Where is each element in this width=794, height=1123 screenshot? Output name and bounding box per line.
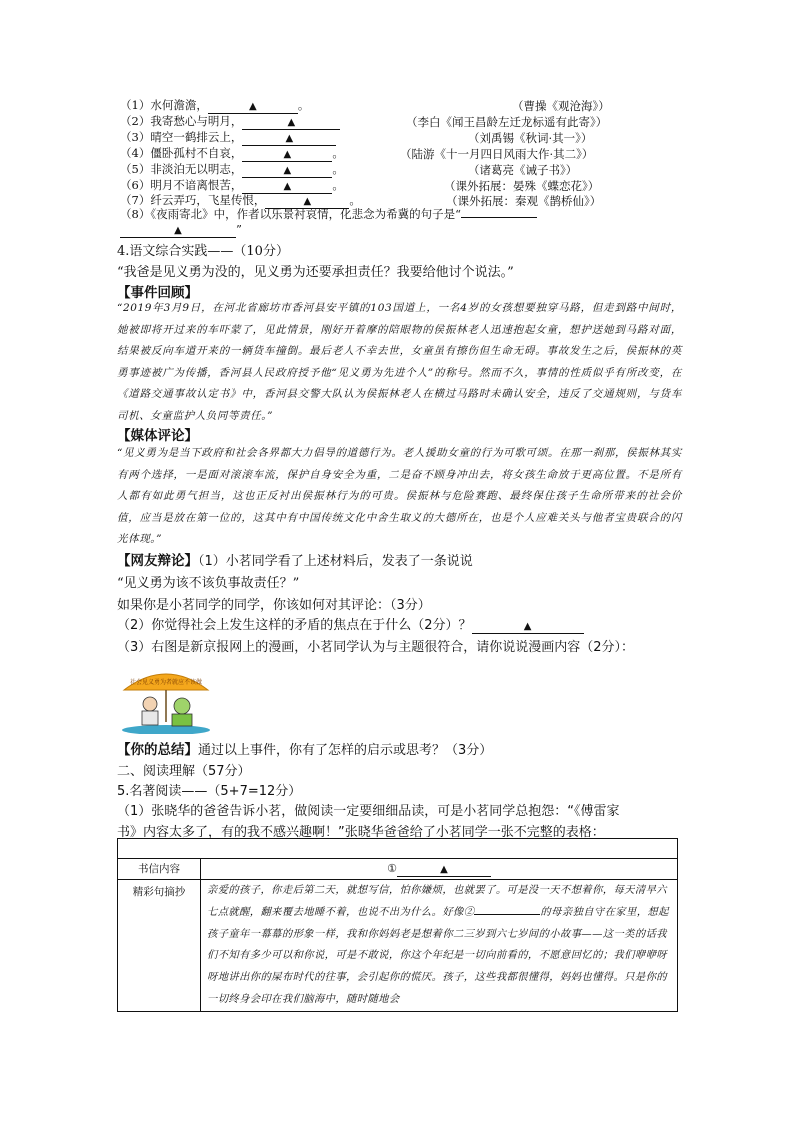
answer-blank[interactable]: ▲ <box>265 196 349 209</box>
person-icon <box>143 697 157 711</box>
person-icon <box>174 698 190 714</box>
row-label: 精彩句摘抄 <box>118 880 201 1012</box>
forum-q3: （3）右图是新京报网上的漫画，小茗同学认为与主题很符合，请你说说漫画内容（2分）： <box>117 640 635 655</box>
media-text: “见义勇为是当下政府和社会各界都大力倡导的道德行为。老人援助女童的行为可歌可颂。在那一刹那，侯振林其实有两个选择，一是面对滚滚车流，保护自身安全为重，二是奋不顾身冲出去，将女孩生命放于更高位置。不是所有人都有如此勇气担当，这也正反衬出侯振林行为的可贵。侯振林与危险赛跑、最终保住孩子生命所带来的社会价值，应当是放在第一位的，这其中有中国传统文化中舍生取义的大德所在，也是个人应难关头与他者宝贵联合的闪光体现。” <box>117 447 682 545</box>
poem-source: （李白《闻王昌龄左迁龙标遥有此寄》） <box>406 115 608 129</box>
excerpt-cell: 亲爱的孩子，你走后第二天，就想写信，怕你嫌烦，也就罢了。可是没一天不想着你，每天清早六七点就醒，翻来覆去地睡不着，也说不出为什么。好像② 的母亲独自守在家里，想起孩子童年一幕幕的形象一样，我和你妈妈老是想着你二三岁到六七岁间的小故事——这一类的话我们不知有多少可以和你说，可是不敢说，你这个年纪是一切向前看的，不愿意回忆的；我们咿咿呀呀地讲出你的屎布时代的往事，会引起你的慌厌。孩子，这些我都很懂得，妈妈也懂得。只是你的一切终身会印在我们脑海中，随时随地会 <box>201 880 678 1012</box>
cartoon-caption: 社会见义勇为者就应不该做 <box>129 679 203 686</box>
answer-blank[interactable]: ▲ <box>208 101 298 114</box>
poem-8-line-cont: ▲ ” <box>120 222 242 238</box>
q5-line1: （1）张晓华的爸爸告诉小茗，做阅读一定要细细品读，可是小茗同学总抱怨：“《傅雷家 <box>117 804 620 819</box>
poem-line: （3）晴空一鹤排云上， ▲ <box>120 130 336 146</box>
table-row <box>118 880 678 1012</box>
q4-quote: “我爸是见义勇为没的，见义勇为还要承担责任？我要给他讨个说法。” <box>117 265 514 280</box>
poem-line: （6）明月不谙离恨苦， ▲ 。 <box>120 178 344 192</box>
event-text: “2019年3月9日，在河北省廊坊市香河县安平镇的103国道上，一名4岁的女孩想要独穿马路，但走到路中间时，她被即将开过来的车吓蒙了，见此情景，刚好开着摩的陪眼物的侯振林老人迅速抱起女童，想护送她到马路对面，结果被反向车道开来的一辆货车撞倒。最后老人不幸去世，女童虽有擦伤但生命无碍。事故发生之后，侯振林的英勇事迹被广为传播，香河县人民政府授予他“见义勇为先进个人”的称号。然而不久，事情的性质似乎有所改变，在《道路交通事故认定书》中，香河县交警大队认为侯振林老人在横过马路时未确认安全，违反了交通规则，与货车司机、女童监护人负同等责任。” <box>117 302 682 422</box>
poem-source: （陆游《十一月四日风雨大作·其二》） <box>400 147 594 161</box>
table-row <box>118 839 678 859</box>
table-row <box>118 859 678 880</box>
poem-source: （曹操《观沧海》） <box>512 99 610 113</box>
event-header: 【事件回顾】 <box>117 285 198 301</box>
forum-line: 【网友辩论】（1）小茗同学看了上述材料后，发表了一条说说 <box>117 553 473 569</box>
q5-line2: 书》内容太多了，有的我不感兴趣啊！”张晓华爸爸给了小茗同学一张不完整的表格： <box>117 825 605 840</box>
answer-blank[interactable]: ▲ <box>242 133 336 146</box>
answer-blank[interactable] <box>461 217 537 218</box>
section2-title: 二、阅读理解（57分） <box>117 764 251 779</box>
answer-blank[interactable]: ▲ <box>397 864 491 877</box>
forum-q2: （2）你觉得社会上发生这样的矛盾的焦点在于什么（2分）？ ▲ <box>117 614 584 634</box>
poem-8-line: （8）《夜雨寄北》中，作者以乐景衬哀情，化悲念为希冀的句子是“ <box>120 207 537 222</box>
poem-source: （课外拓展：秦观《鹊桥仙》） <box>446 194 602 208</box>
poem-line: （5）非淡泊无以明志， ▲ 。 <box>120 162 344 176</box>
media-header: 【媒体评论】 <box>117 428 198 444</box>
q5-title: 5.名著阅读——（5+7=12分） <box>117 784 302 799</box>
answer-blank[interactable]: ▲ <box>242 165 332 178</box>
row1-answer-cell[interactable]: ① ▲ <box>201 859 678 880</box>
poem-source: （诸葛亮《诫子书》） <box>468 163 578 177</box>
poem-line: （4）僵卧孤村不自哀， ▲ 。 <box>120 146 344 160</box>
answer-blank[interactable]: ▲ <box>242 181 332 194</box>
letters-table <box>117 838 678 1012</box>
row-label: 书信内容 <box>118 859 201 880</box>
forum-q1b: 如果你是小茗同学的同学，你该如何对其评论：（3分） <box>117 598 431 613</box>
answer-blank[interactable]: ▲ <box>472 621 584 634</box>
cartoon-image <box>120 664 212 734</box>
summary-line: 【你的总结】通过以上事件，你有了怎样的启示或思考？（3分） <box>117 742 493 758</box>
answer-blank[interactable]: ▲ <box>242 117 340 130</box>
answer-blank[interactable] <box>474 914 540 915</box>
poem-line: （1）水何澹澹， ▲ 。 <box>120 98 310 112</box>
poem-source: （刘禹锡《秋词·其一》） <box>468 131 593 145</box>
poem-line: （2）我寄愁心与明月， ▲ <box>120 114 340 130</box>
poem-line: （7）纤云弄巧，飞星传恨， ▲ 。 <box>120 193 361 207</box>
answer-blank[interactable]: ▲ <box>242 149 332 162</box>
q4-title: 4.语文综合实践——（10分） <box>117 244 289 259</box>
water-shape <box>122 725 210 734</box>
answer-blank[interactable]: ▲ <box>120 225 236 238</box>
forum-quote: “见义勇为该不该负事故责任？” <box>117 576 300 591</box>
poem-source: （课外拓展：晏殊《蝶恋花》） <box>444 179 600 193</box>
